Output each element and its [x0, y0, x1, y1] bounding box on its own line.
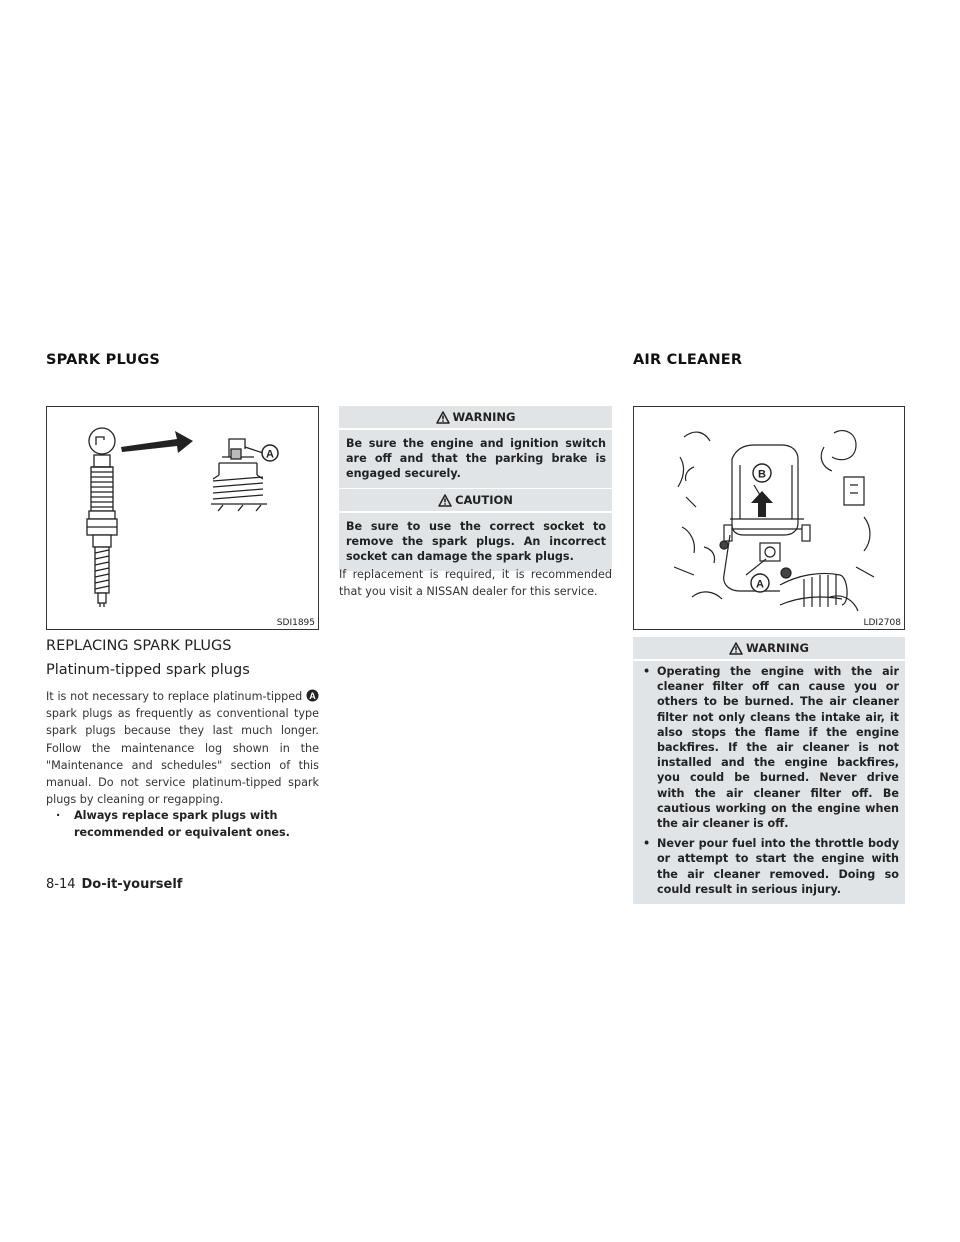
replacing-spark-plugs-heading: REPLACING SPARK PLUGS [46, 638, 232, 654]
bullet-dot-icon: • [643, 837, 651, 851]
inline-label-a: A [309, 691, 316, 701]
air-warning-item-text: Never pour fuel into the throttle body or attempt to start the engine with the air cleaner removed. Doing so could result in serious injury. [657, 837, 899, 896]
spark-warning-body: Be sure the engine and ignition switch are off and that the parking brake is engaged securely. [339, 430, 612, 488]
air-cleaner-label-b: B [758, 468, 766, 481]
platinum-paragraph [46, 688, 319, 808]
air-cleaner-illustration [634, 407, 905, 630]
bullet-dot-icon: · [56, 809, 61, 822]
air-warning-item [640, 836, 899, 897]
replace-bullet [56, 807, 319, 841]
bullet-dot-icon: • [643, 665, 651, 678]
air-cleaner-figure [633, 406, 905, 630]
spark-warning-label: WARNING [452, 410, 516, 424]
air-warning-body [633, 661, 905, 904]
page-number: 8-14 [46, 877, 76, 892]
air-warning-item [640, 664, 899, 831]
footer-section: Do-it-yourself [81, 877, 183, 892]
air-warning-header [633, 637, 905, 659]
air-cleaner-title: AIR CLEANER [633, 352, 743, 368]
spark-caution-body: Be sure to use the correct socket to remove the spark plugs. An incorrect socket can damage the spark plugs. [339, 513, 612, 571]
caution-triangle-icon [438, 494, 452, 507]
replacement-paragraph: If replacement is required, it is recommended that you visit a NISSAN dealer for this service. [339, 568, 612, 599]
spark-caution-header [339, 489, 612, 511]
spark-plug-figure [46, 406, 319, 630]
platinum-paragraph-post: spark plugs as frequently as conventional type spark plugs because they last much longer. Follow the maintenance log shown in the "Maintenance and schedules" section of this manual. Do not service platinum-tipped spark plugs by cleaning or regapping. [46, 707, 319, 807]
spark-plug-figure-code: SDI1895 [276, 618, 315, 628]
label-a-badge-icon [306, 689, 319, 702]
air-warning-item-text: Operating the engine with the air cleaner filter off can cause you or others to be burned. The air cleaner filter not only cleans the intake air, it also stops the flame if the engine backfires. If the air cleaner is not installed and the engine backfires, you could be burned. Never drive with the air cleaner filter off. Be cautious working on the engine when the air cleaner is off. [657, 665, 899, 831]
platinum-paragraph-pre: It is not necessary to replace platinum-tipped [46, 690, 303, 703]
page-footer [46, 877, 182, 892]
spark-plugs-title: SPARK PLUGS [46, 352, 161, 368]
spark-plug-illustration [47, 407, 319, 630]
warning-triangle-icon [436, 411, 450, 424]
warning-triangle-icon [729, 642, 743, 655]
spark-warning-header [339, 406, 612, 428]
air-warning-label: WARNING [746, 641, 809, 655]
spark-caution-label: CAUTION [455, 493, 513, 507]
spark-plug-label-a: A [266, 448, 274, 461]
air-cleaner-label-a: A [756, 578, 764, 591]
platinum-tipped-heading: Platinum-tipped spark plugs [46, 662, 250, 678]
air-cleaner-figure-code: LDI2708 [863, 618, 901, 628]
replace-bullet-text: Always replace spark plugs with recommended or equivalent ones. [74, 809, 290, 839]
